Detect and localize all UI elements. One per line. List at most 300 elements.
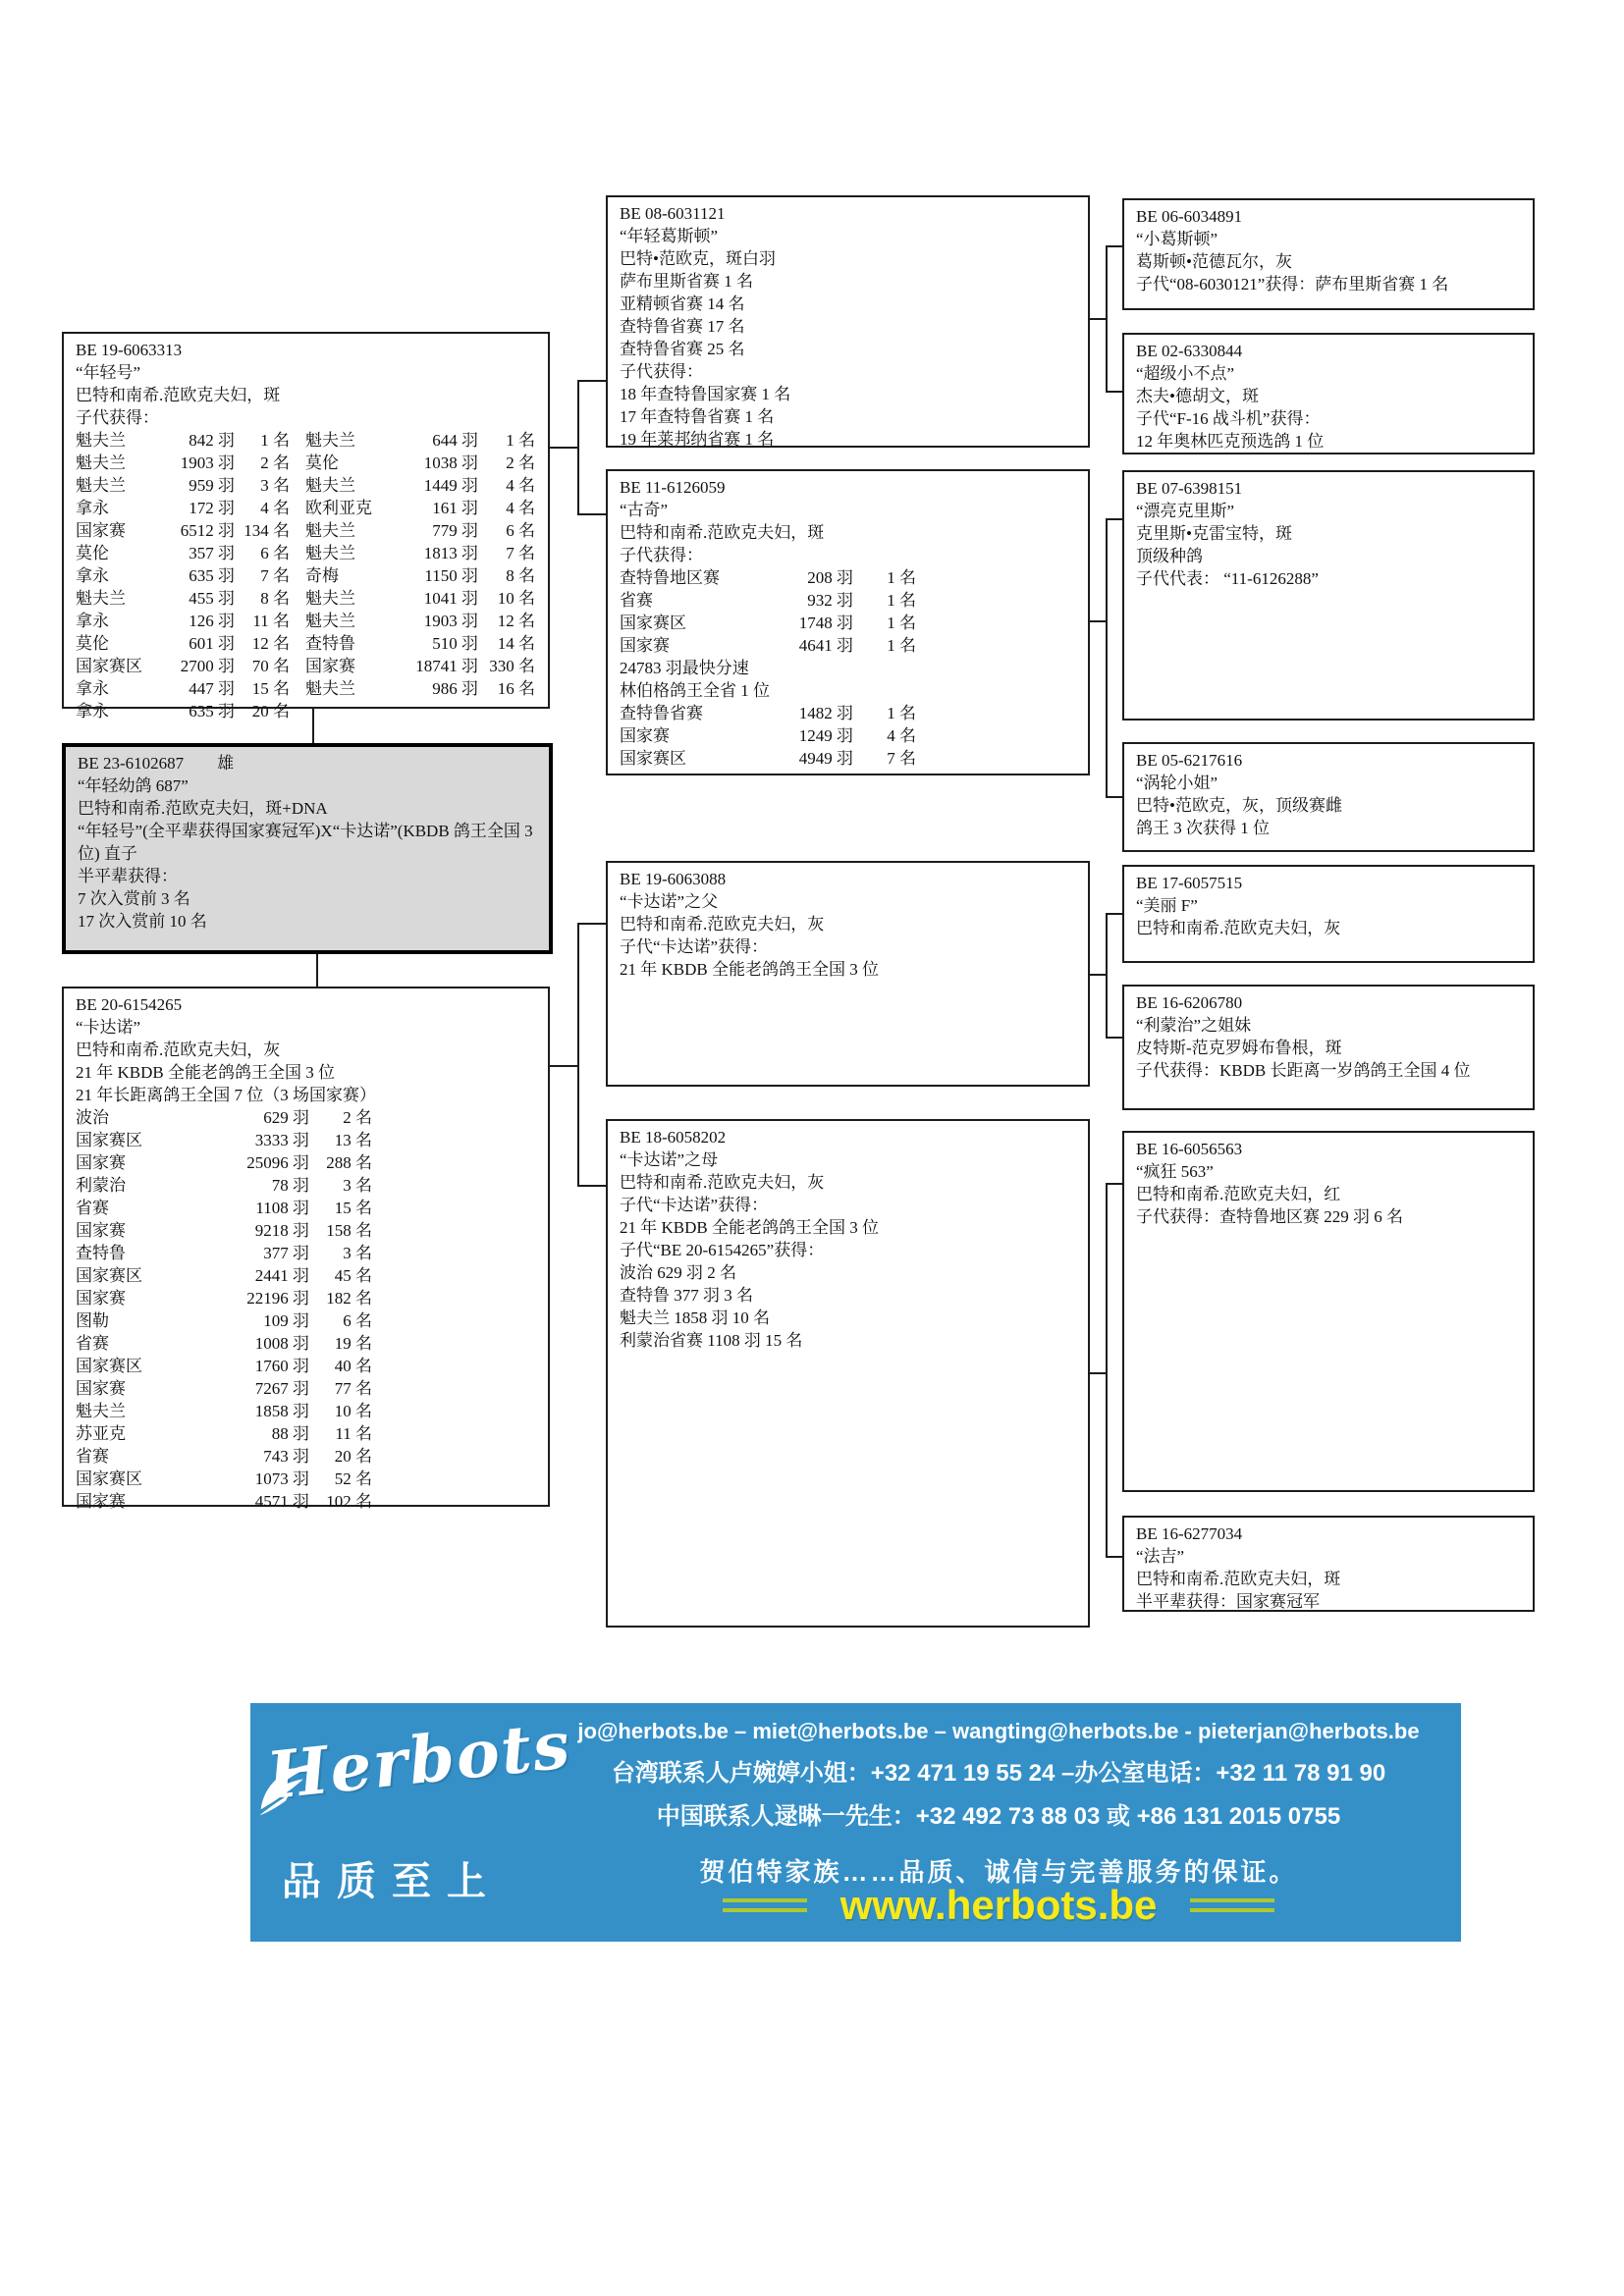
box-line: 巴特和南希.范欧克夫妇，灰 xyxy=(620,1173,825,1192)
box-ring-number: BE 05-6217616 xyxy=(1136,751,1243,770)
result-cell: 魁夫兰 xyxy=(305,544,355,562)
box-ring-number: BE 02-6330844 xyxy=(1136,342,1243,360)
result-cell: 2700 羽 xyxy=(180,657,235,675)
result-cell: 3 名 xyxy=(343,1244,372,1262)
result-row xyxy=(76,1309,538,1332)
box-line: 巴特和南希.范欧克夫妇，红 xyxy=(1136,1185,1341,1203)
result-row xyxy=(76,1287,538,1309)
result-cell xyxy=(400,700,478,722)
result-cell: 22196 羽 xyxy=(246,1289,309,1308)
box-ring-number: BE 08-6031121 xyxy=(620,204,726,223)
box-line: “年轻号”(全平辈获得国家赛冠军)X“卡达诺”(KBDB 鸽王全国 3 位) 直子 xyxy=(78,822,537,863)
connector-line xyxy=(1106,245,1122,247)
box-line: 林伯格鸽王全省 1 位 xyxy=(620,681,770,700)
connector-line xyxy=(1106,1037,1122,1039)
box-line: “小葛斯顿” xyxy=(1136,230,1218,248)
feather-icon xyxy=(252,1758,327,1824)
pedigree-box-BE16-6056563 xyxy=(1122,1131,1535,1492)
result-cell: 1038 羽 xyxy=(423,454,478,472)
result-cell: 1 名 xyxy=(887,568,916,587)
result-cell: 莫伦 xyxy=(305,454,339,472)
result-cell: 国家赛 xyxy=(305,657,355,675)
result-cell: 644 羽 xyxy=(432,431,478,450)
box-line: 巴特和南希.范欧克夫妇，灰 xyxy=(1136,919,1341,937)
box-line: “卡达诺”之母 xyxy=(620,1150,719,1169)
result-row xyxy=(620,702,1078,724)
result-cell: 1 名 xyxy=(260,431,290,450)
result-row xyxy=(76,1242,538,1264)
result-cell: 1008 羽 xyxy=(254,1334,309,1353)
box-ring-number: BE 06-6034891 xyxy=(1136,207,1243,226)
result-cell: 15 名 xyxy=(251,679,290,698)
result-row xyxy=(76,1377,538,1400)
result-cell: 629 羽 xyxy=(263,1108,309,1127)
connector-line xyxy=(1106,245,1108,393)
box-ring-number: BE 19-6063088 xyxy=(620,870,727,888)
result-cell: 11 名 xyxy=(252,612,290,630)
result-cell: 182 名 xyxy=(326,1289,372,1308)
box-line: 子代“卡达诺”获得： xyxy=(620,1196,769,1214)
result-cell: 102 名 xyxy=(326,1492,372,1511)
result-cell: 国家赛 xyxy=(620,636,670,655)
result-cell: 1073 羽 xyxy=(254,1469,309,1488)
result-cell: 4641 羽 xyxy=(798,636,853,655)
connector-line xyxy=(577,380,606,382)
result-cell: 1 名 xyxy=(887,704,916,722)
pedigree-box-BE17-6057515 xyxy=(1122,865,1535,963)
result-cell: 635 羽 xyxy=(189,702,235,721)
box-line: 巴特和南希.范欧克夫妇，斑 xyxy=(76,386,281,404)
result-cell: 4571 羽 xyxy=(254,1492,309,1511)
result-cell: 1150 羽 xyxy=(424,566,478,585)
result-cell: 635 羽 xyxy=(189,566,235,585)
result-cell: 11 名 xyxy=(335,1424,372,1443)
box-line: 葛斯顿•范德瓦尔，灰 xyxy=(1136,252,1292,271)
result-cell: 2 名 xyxy=(506,454,535,472)
result-row xyxy=(76,474,538,497)
pedigree-box-BE06-6034891 xyxy=(1122,198,1535,310)
result-cell: 601 羽 xyxy=(189,634,235,653)
result-row xyxy=(76,632,538,655)
box-ring-number: BE 16-6277034 xyxy=(1136,1524,1243,1543)
result-cell: 10 名 xyxy=(497,589,535,608)
box-line: “法吉” xyxy=(1136,1547,1185,1566)
result-cell: 省赛 xyxy=(76,1199,109,1217)
pedigree-box-subject-BE23-6102687 xyxy=(62,743,553,954)
result-row xyxy=(76,1129,538,1151)
result-cell: 查特鲁 xyxy=(76,1244,126,1262)
result-cell: 12 名 xyxy=(497,612,535,630)
result-cell: 魁夫兰 xyxy=(76,454,126,472)
result-cell: 20 名 xyxy=(334,1447,372,1466)
result-cell: 4 名 xyxy=(887,726,916,745)
box-line: “年轻幼鸽 687” xyxy=(78,776,189,795)
result-row xyxy=(76,1197,538,1219)
result-row xyxy=(620,747,1078,770)
box-line: 巴特和南希.范欧克夫妇，斑 xyxy=(620,523,825,542)
result-cell: 国家赛 xyxy=(76,1379,126,1398)
result-cell: 377 羽 xyxy=(263,1244,309,1262)
result-cell: 国家赛区 xyxy=(76,1266,142,1285)
result-cell: 6512 羽 xyxy=(180,521,235,540)
box-line: “利蒙治”之姐妹 xyxy=(1136,1016,1252,1035)
result-row xyxy=(76,1468,538,1490)
result-cell: 15 名 xyxy=(334,1199,372,1217)
box-line: 子代“BE 20-6154265”获得： xyxy=(620,1241,825,1259)
result-row xyxy=(76,1151,538,1174)
result-cell: 魁夫兰 xyxy=(76,1402,126,1420)
connector-line xyxy=(550,1065,579,1067)
box-line: 顶级种鸽 xyxy=(1136,547,1203,565)
connector-line xyxy=(1106,913,1108,1039)
box-line: 波治 629 羽 2 名 xyxy=(620,1263,736,1282)
result-cell: 14 名 xyxy=(497,634,535,653)
result-cell: 省赛 xyxy=(76,1334,109,1353)
box-line: 魁夫兰 1858 羽 10 名 xyxy=(620,1308,770,1327)
result-row xyxy=(76,677,538,700)
result-row xyxy=(76,1400,538,1422)
result-cell: 447 羽 xyxy=(189,679,235,698)
result-row xyxy=(620,634,1078,657)
pedigree-box-BE07-6398151 xyxy=(1122,470,1535,721)
result-cell xyxy=(305,700,400,722)
pedigree-box-BE16-6206780 xyxy=(1122,985,1535,1110)
contact-emails: jo@herbots.be – miet@herbots.be – wangting@herbots.be - pieterjan@herbots.be xyxy=(577,1719,1420,1743)
connector-line xyxy=(577,513,606,515)
result-cell xyxy=(478,700,535,722)
result-cell: 拿永 xyxy=(76,702,109,721)
box-line: “卡达诺” xyxy=(76,1018,141,1037)
result-cell: 6 名 xyxy=(506,521,535,540)
result-cell: 莫伦 xyxy=(76,634,109,653)
result-cell: 波治 xyxy=(76,1108,109,1127)
decorative-lines-icon xyxy=(723,1898,807,1912)
result-cell: 魁夫兰 xyxy=(76,476,126,495)
result-cell: 国家赛 xyxy=(76,1289,126,1308)
connector-line xyxy=(1106,796,1122,798)
box-line: 子代获得： xyxy=(76,408,159,427)
result-cell: 330 名 xyxy=(489,657,535,675)
result-cell: 19 名 xyxy=(334,1334,372,1353)
box-line: 杰夫•德胡文，斑 xyxy=(1136,387,1259,405)
result-cell: 743 羽 xyxy=(263,1447,309,1466)
result-cell: 13 名 xyxy=(334,1131,372,1149)
result-cell: 省赛 xyxy=(620,591,653,610)
result-row xyxy=(76,1490,538,1513)
result-cell: 52 名 xyxy=(334,1469,372,1488)
result-cell: 1 名 xyxy=(887,636,916,655)
box-line: 巴特和南希.范欧克夫妇，斑+DNA xyxy=(78,799,328,818)
result-cell: 40 名 xyxy=(334,1357,372,1375)
box-line: 21 年长距离鸽王全国 7 位（3 场国家赛） xyxy=(76,1086,376,1104)
result-cell: 魁夫兰 xyxy=(305,679,355,698)
result-cell: 1 名 xyxy=(887,591,916,610)
result-cell: 国家赛区 xyxy=(620,749,686,768)
result-row xyxy=(620,724,1078,747)
result-cell: 拿永 xyxy=(76,566,109,585)
result-row xyxy=(76,1332,538,1355)
result-cell: 1108 羽 xyxy=(255,1199,309,1217)
result-cell: 国家赛区 xyxy=(76,657,142,675)
box-line: 19 年莱邦纳省赛 1 名 xyxy=(620,430,775,449)
result-cell: 20 名 xyxy=(251,702,290,721)
box-line: 子代获得：KBDB 长距离一岁鸽鸽王全国 4 位 xyxy=(1136,1061,1471,1080)
result-cell: 126 羽 xyxy=(189,612,235,630)
result-cell: 奇梅 xyxy=(305,566,339,585)
box-line: “涡轮小姐” xyxy=(1136,774,1218,792)
result-cell: 查特鲁 xyxy=(305,634,355,653)
website-link[interactable]: www.herbots.be xyxy=(839,1882,1158,1928)
result-cell: 932 羽 xyxy=(807,591,853,610)
pedigree-box-BE16-6277034 xyxy=(1122,1516,1535,1612)
connector-line xyxy=(316,954,318,987)
pedigree-box-mother-BE20-6154265 xyxy=(62,987,550,1511)
result-cell: 172 羽 xyxy=(189,499,235,517)
result-cell: 18741 羽 xyxy=(415,657,478,675)
box-line: “疯狂 563” xyxy=(1136,1162,1214,1181)
result-cell: 1041 羽 xyxy=(423,589,478,608)
result-cell: 拿永 xyxy=(76,499,109,517)
box-ring-number: BE 16-6206780 xyxy=(1136,993,1243,1012)
connector-line xyxy=(1106,1183,1108,1558)
box-line: 子代获得： xyxy=(620,546,703,564)
box-line: 巴特•范欧克，灰，顶级赛雌 xyxy=(1136,796,1342,815)
result-cell: 欧利亚克 xyxy=(305,499,372,517)
connector-line xyxy=(1106,518,1108,798)
result-cell: 国家赛 xyxy=(76,1153,126,1172)
box-line: 鸽王 3 次获得 1 位 xyxy=(1136,819,1270,837)
result-cell: 2 名 xyxy=(343,1108,372,1127)
result-cell: 4 名 xyxy=(506,499,535,517)
result-row xyxy=(76,587,538,610)
result-cell: 魁夫兰 xyxy=(76,589,126,608)
box-ring-number: BE 17-6057515 xyxy=(1136,874,1243,892)
result-cell: 3 名 xyxy=(260,476,290,495)
result-cell: 魁夫兰 xyxy=(305,612,355,630)
result-row xyxy=(76,564,538,587)
result-cell: 1449 羽 xyxy=(423,476,478,495)
connector-line xyxy=(577,923,579,1187)
result-cell: 7 名 xyxy=(260,566,290,585)
box-line: 萨布里斯省赛 1 名 xyxy=(620,272,753,291)
result-cell: 1760 羽 xyxy=(254,1357,309,1375)
result-row xyxy=(76,700,538,722)
result-row xyxy=(76,497,538,519)
connector-line xyxy=(1106,1183,1122,1185)
result-cell: 78 羽 xyxy=(271,1176,309,1195)
box-line: 克里斯•克雷宝特，斑 xyxy=(1136,524,1292,543)
pedigree-box-BE18-6058202 xyxy=(606,1119,1090,1628)
result-cell: 7267 羽 xyxy=(254,1379,309,1398)
box-line: “年轻葛斯顿” xyxy=(620,227,719,245)
connector-line xyxy=(1106,391,1122,393)
result-cell: 10 名 xyxy=(334,1402,372,1420)
box-ring-number: BE 07-6398151 xyxy=(1136,479,1243,498)
result-cell: 1748 羽 xyxy=(798,614,853,632)
result-cell: 国家赛 xyxy=(620,726,670,745)
result-cell: 779 羽 xyxy=(432,521,478,540)
result-cell: 国家赛 xyxy=(76,521,126,540)
result-cell: 魁夫兰 xyxy=(305,431,355,450)
connector-line xyxy=(577,923,606,925)
box-line: “超级小不点” xyxy=(1136,364,1235,383)
box-line: 查特鲁 377 羽 3 名 xyxy=(620,1286,753,1305)
banner-contact-block xyxy=(540,1703,1457,1889)
result-cell: 魁夫兰 xyxy=(305,521,355,540)
result-row xyxy=(76,429,538,452)
result-cell: 省赛 xyxy=(76,1447,109,1466)
box-ring-number: BE 11-6126059 xyxy=(620,478,726,497)
result-cell: 4 名 xyxy=(260,499,290,517)
result-row xyxy=(76,1219,538,1242)
connector-line xyxy=(550,447,579,449)
result-cell: 拿永 xyxy=(76,612,109,630)
result-cell: 国家赛区 xyxy=(620,614,686,632)
box-ring-number: BE 20-6154265 xyxy=(76,995,183,1014)
box-line: 21 年 KBDB 全能老鸽鸽王全国 3 位 xyxy=(76,1063,335,1082)
website-row xyxy=(540,1882,1457,1929)
box-line: “漂亮克里斯” xyxy=(1136,502,1235,520)
pedigree-box-BE11-6126059 xyxy=(606,469,1090,775)
box-line: 亚精顿省赛 14 名 xyxy=(620,294,745,313)
box-line: 利蒙治省赛 1108 羽 15 名 xyxy=(620,1331,803,1350)
result-cell: 288 名 xyxy=(326,1153,372,1172)
result-cell: 拿永 xyxy=(76,679,109,698)
box-line: 巴特和南希.范欧克夫妇，灰 xyxy=(76,1041,281,1059)
box-line: 巴特•范欧克，斑白羽 xyxy=(620,249,776,268)
result-cell: 161 羽 xyxy=(432,499,478,517)
box-line: 子代获得：查特鲁地区赛 229 羽 6 名 xyxy=(1136,1207,1403,1226)
box-line: “卡达诺”之父 xyxy=(620,892,719,911)
connector-line xyxy=(577,1185,606,1187)
result-cell: 1903 羽 xyxy=(180,454,235,472)
box-line: 查特鲁省赛 17 名 xyxy=(620,317,745,336)
result-cell: 4 名 xyxy=(506,476,535,495)
box-line: 巴特和南希.范欧克夫妇，斑 xyxy=(1136,1570,1341,1588)
result-cell: 45 名 xyxy=(334,1266,372,1285)
box-ring-number: BE 18-6058202 xyxy=(620,1128,727,1147)
box-ring-number: BE 16-6056563 xyxy=(1136,1140,1243,1158)
box-line: 半平辈获得：国家赛冠军 xyxy=(1136,1592,1320,1611)
herbots-banner xyxy=(250,1703,1461,1942)
result-cell: 357 羽 xyxy=(189,544,235,562)
result-cell: 2 名 xyxy=(260,454,290,472)
result-cell: 88 羽 xyxy=(271,1424,309,1443)
result-cell: 1813 羽 xyxy=(423,544,478,562)
result-cell: 魁夫兰 xyxy=(305,589,355,608)
result-cell: 842 羽 xyxy=(189,431,235,450)
banner-family-slogan: 贺伯特家族……品质、诚信与完善服务的保证。 xyxy=(699,1857,1298,1887)
box-line: “古奇” xyxy=(620,501,669,519)
contact-taiwan: 台湾联系人卢婉婷小姐：+32 471 19 55 24 –办公室电话：+32 11 78 91 90 xyxy=(611,1760,1386,1787)
result-cell: 208 羽 xyxy=(807,568,853,587)
box-line: 巴特和南希.范欧克夫妇，灰 xyxy=(620,915,825,934)
box-ring-number: BE 23-6102687 雄 xyxy=(78,754,235,773)
box-line: 子代“卡达诺”获得： xyxy=(620,937,769,956)
result-cell: 国家赛 xyxy=(76,1492,126,1511)
result-cell: 158 名 xyxy=(326,1221,372,1240)
result-cell: 3333 羽 xyxy=(254,1131,309,1149)
result-row xyxy=(76,1445,538,1468)
result-cell: 8 名 xyxy=(506,566,535,585)
pedigree-box-BE08-6031121 xyxy=(606,195,1090,448)
box-line: “年轻号” xyxy=(76,363,141,382)
result-cell: 1482 羽 xyxy=(798,704,853,722)
box-line: 17 次入赏前 10 名 xyxy=(78,912,207,931)
result-cell: 7 名 xyxy=(887,749,916,768)
banner-quality-slogan: 品质至上 xyxy=(282,1860,502,1903)
box-line: 21 年 KBDB 全能老鸽鸽王全国 3 位 xyxy=(620,960,879,979)
result-cell: 国家赛 xyxy=(76,1221,126,1240)
connector-line xyxy=(1106,913,1122,915)
contact-china: 中国联系人逯晽一先生：+32 492 73 88 03 或 +86 131 2015 0755 xyxy=(656,1803,1341,1830)
result-row xyxy=(76,1174,538,1197)
result-cell: 莫伦 xyxy=(76,544,109,562)
result-cell: 利蒙治 xyxy=(76,1176,126,1195)
result-cell: 986 羽 xyxy=(432,679,478,698)
box-line: 查特鲁省赛 25 名 xyxy=(620,340,745,358)
result-row xyxy=(76,542,538,564)
connector-line xyxy=(312,709,314,743)
box-ring-number: BE 19-6063313 xyxy=(76,341,183,359)
result-cell: 8 名 xyxy=(260,589,290,608)
result-cell: 7 名 xyxy=(506,544,535,562)
result-cell: 2441 羽 xyxy=(254,1266,309,1285)
result-cell: 16 名 xyxy=(497,679,535,698)
box-line: 半平辈获得： xyxy=(78,867,178,885)
result-row xyxy=(76,1106,538,1129)
result-cell: 查特鲁省赛 xyxy=(620,704,703,722)
result-cell: 国家赛区 xyxy=(76,1131,142,1149)
decorative-lines-icon xyxy=(1190,1898,1274,1912)
result-cell: 455 羽 xyxy=(189,589,235,608)
pedigree-box-BE02-6330844 xyxy=(1122,333,1535,454)
result-cell: 25096 羽 xyxy=(246,1153,309,1172)
connector-line xyxy=(1106,1556,1122,1558)
box-line: 子代“F-16 战斗机”获得： xyxy=(1136,409,1321,428)
result-cell: 魁夫兰 xyxy=(305,476,355,495)
result-cell: 1249 羽 xyxy=(798,726,853,745)
result-cell: 77 名 xyxy=(334,1379,372,1398)
box-line: “美丽 F” xyxy=(1136,896,1198,915)
result-cell: 134 名 xyxy=(244,521,290,540)
result-cell: 1903 羽 xyxy=(423,612,478,630)
result-cell: 图勒 xyxy=(76,1311,109,1330)
result-row xyxy=(76,610,538,632)
result-row xyxy=(76,1422,538,1445)
box-line: 24783 羽最快分速 xyxy=(620,659,749,677)
box-line: 21 年 KBDB 全能老鸽鸽王全国 3 位 xyxy=(620,1218,879,1237)
result-cell: 959 羽 xyxy=(189,476,235,495)
result-row xyxy=(620,566,1078,589)
box-line: 17 年查特鲁省赛 1 名 xyxy=(620,407,775,426)
result-cell: 国家赛区 xyxy=(76,1469,142,1488)
result-row xyxy=(620,589,1078,612)
result-cell: 1 名 xyxy=(506,431,535,450)
result-cell: 12 名 xyxy=(251,634,290,653)
result-row xyxy=(76,452,538,474)
box-line: 子代获得： xyxy=(620,362,703,381)
result-cell: 1858 羽 xyxy=(254,1402,309,1420)
result-row xyxy=(76,1355,538,1377)
herbots-logo-text: Herbots xyxy=(263,1706,575,1815)
result-cell: 4949 羽 xyxy=(798,749,853,768)
box-line: 12 年奥林匹克预选鸽 1 位 xyxy=(1136,432,1325,451)
result-cell: 70 名 xyxy=(251,657,290,675)
result-cell: 3 名 xyxy=(343,1176,372,1195)
box-line: 子代“08-6030121”获得：萨布里斯省赛 1 名 xyxy=(1136,275,1449,294)
box-line: 子代代表： “11-6126288” xyxy=(1136,569,1319,588)
